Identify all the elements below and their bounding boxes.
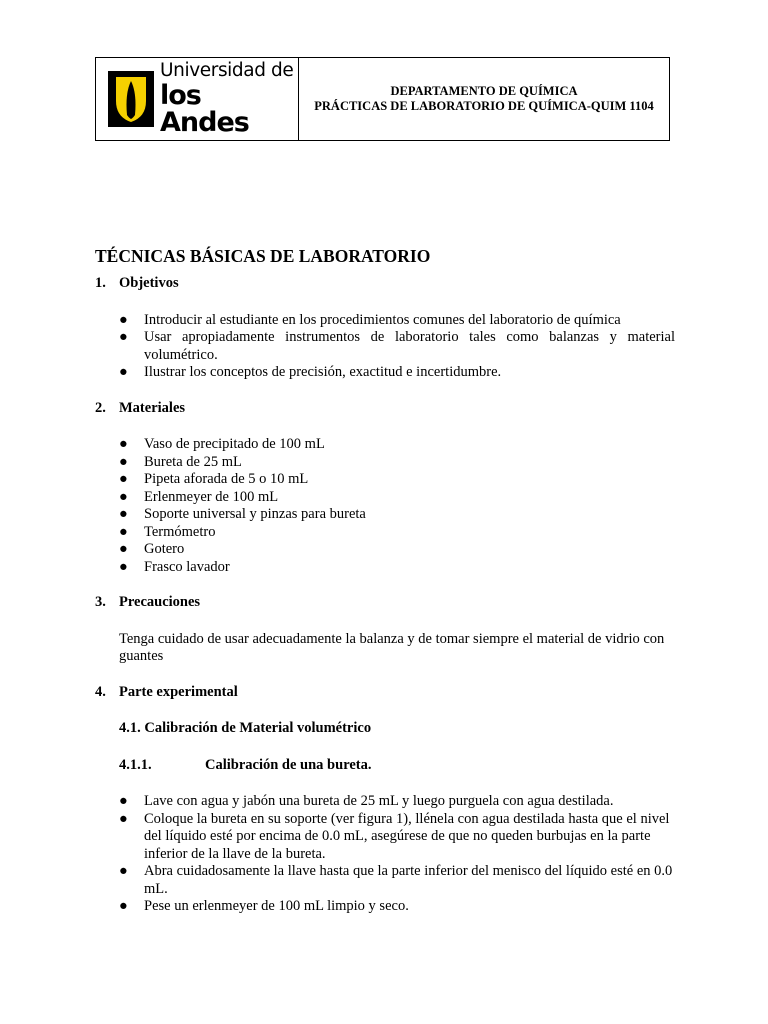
section-title: Parte experimental [119, 683, 238, 700]
bullet-icon: ● [119, 558, 128, 575]
university-logo [96, 58, 299, 140]
section-experimental-heading [95, 684, 675, 702]
course-name: PRÁCTICAS DE LABORATORIO DE QUÍMICA-QUIM 1104 [314, 99, 654, 113]
bullet-icon: ● [119, 329, 128, 345]
section-precautions-heading [95, 594, 675, 612]
list-item: ● Termómetro [119, 523, 216, 540]
subsubsection-number: 4.1.1. [119, 756, 152, 773]
document-title: TÉCNICAS BÁSICAS DE LABORATORIO [95, 246, 431, 266]
list-item: ● Pese un erlenmeyer de 100 mL limpio y seco. [119, 898, 409, 914]
list-item: ● Frasco lavador [119, 558, 230, 575]
section-number: 2. [95, 399, 106, 416]
bullet-icon: ● [119, 364, 128, 380]
section-number: 4. [95, 683, 106, 700]
bullet-icon: ● [119, 453, 128, 470]
list-item: ● Usar apropiadamente instrumentos de laboratorio tales como balanzas y material volumétrico. [119, 329, 675, 363]
section-title: Precauciones [119, 594, 201, 610]
bullet-icon: ● [119, 311, 128, 328]
subsubsection-title: Calibración de una bureta. [205, 756, 372, 773]
section-number: 3. [95, 594, 106, 610]
list-item: ● Introducir al estudiante en los procedimientos comunes del laboratorio de química [119, 311, 621, 328]
bullet-icon: ● [119, 898, 128, 914]
subsection-heading: 4.1. Calibración de Material volumétrico [119, 720, 372, 736]
subsubsection-heading [119, 757, 675, 775]
header-title [299, 58, 669, 140]
section-title: Materiales [119, 399, 186, 416]
list-item: ● Erlenmeyer de 100 mL [119, 488, 279, 505]
bullet-icon: ● [119, 506, 128, 522]
bullet-icon: ● [119, 863, 128, 879]
logo-line1: Universidad de [160, 60, 294, 82]
list-item: ● Bureta de 25 mL [119, 453, 242, 470]
bullet-icon: ● [119, 810, 128, 827]
list-item: ● Lave con agua y jabón una bureta de 25 mL y luego purguela con agua destilada. [119, 793, 614, 809]
section-objectives-heading [95, 275, 675, 293]
list-item: ● Vaso de precipitado de 100 mL [119, 436, 325, 452]
logo-line2: los Andes [160, 79, 249, 138]
bullet-icon: ● [119, 793, 128, 809]
department-name: DEPARTAMENTO DE QUÍMICA [390, 84, 578, 98]
list-item: ● Soporte universal y pinzas para bureta [119, 506, 366, 522]
list-item: ● Coloque la bureta en su soporte (ver figura 1), llénela con agua destilada hasta que el nivel del líquido esté por encima de 0.0 mL, asegúrese de que no queden burbujas en la parte inferior de la llave de la bureta. [119, 810, 670, 862]
section-materials-heading [95, 400, 675, 418]
list-item: ● Gotero [119, 541, 185, 557]
document-body [95, 245, 675, 916]
bullet-icon: ● [119, 436, 128, 452]
bullet-icon: ● [119, 523, 128, 540]
materials-list [119, 436, 675, 576]
list-item: ● Ilustrar los conceptos de precisión, exactitud e incertidumbre. [119, 364, 502, 380]
objectives-list [119, 312, 675, 382]
section-number: 1. [95, 275, 106, 291]
bullet-icon: ● [119, 541, 128, 557]
university-emblem-icon [108, 71, 154, 127]
procedure-list [119, 793, 675, 916]
document-header [95, 57, 670, 141]
section-title: Objetivos [119, 275, 179, 291]
list-item: ● Pipeta aforada de 5 o 10 mL [119, 471, 309, 487]
bullet-icon: ● [119, 488, 128, 505]
bullet-icon: ● [119, 471, 128, 487]
list-item: ● Abra cuidadosamente la llave hasta que la parte inferior del menisco del líquido esté en 0.0 mL. [119, 863, 673, 897]
precautions-text: Tenga cuidado de usar adecuadamente la balanza y de tomar siempre el material de vidrio con guantes [119, 630, 665, 664]
